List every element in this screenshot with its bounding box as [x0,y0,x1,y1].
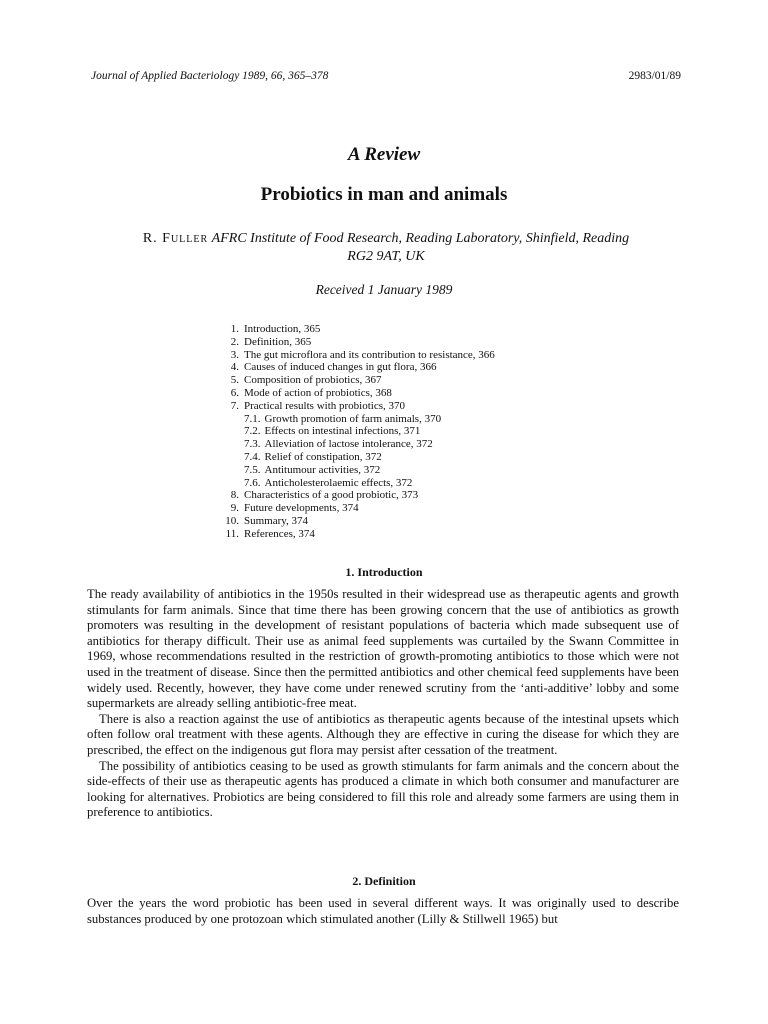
toc-item: 2. Definition, 365 [230,335,312,348]
paragraph: There is also a reaction against the use of antibiotics as therapeutic agents because of the intestinal upsets which often follow oral treatment with these agents. Although they are effective in curing the disease for which they are prescribed, the effect on the indigenous gut flora may persist after cessation of the treatment. [87,711,679,757]
journal-citation: Journal of Applied Bacteriology 1989, 66, 365–378 [91,70,329,82]
author-affiliation-line1: AFRC Institute of Food Research, Reading Laboratory, Shinfield, Reading [211,231,630,246]
toc-subitem: 7.5. Antitumour activities, 372 [244,463,381,476]
toc-item: 4. Causes of induced changes in gut flora, 366 [230,361,437,374]
article-type: A Review [347,144,421,165]
section-heading-definition: 2. Definition [352,874,416,888]
toc-subitem: 7.3. Alleviation of lactose intolerance, 372 [244,438,433,451]
received-date: Received 1 January 1989 [315,282,453,297]
toc-subitem: 7.2. Effects on intestinal infections, 371 [244,425,421,438]
paragraph: The ready availability of antibiotics in the 1950s resulted in their widespread use as therapeutic agents and growth stimulants for farm animals. Since that time there has been growing concern that the use of antibiotics as growth promoters was resulting in the development of resistant populations of bacteria which made subsequent use of antibiotics for therapy difficult. Their use as animal feed supplements was curtailed by the Swann Committee in 1969, whose recommendations resulted in the restriction of growth-promoting antibiotics to those which were not used in the treatment of disease. Since then the permitted antibiotics and other chemical feed supplements have been widely used. Recently, however, they have come under renewed scrutiny from the ‘anti-additive’ lobby and some supermarkets are already selling antibiotic-free meat. [87,587,679,711]
author-name: R. Fuller [142,231,209,246]
running-header [91,70,681,82]
toc-item: 9. Future developments, 374 [230,502,359,515]
toc-subitem: 7.6. Anticholesterolaemic effects, 372 [244,476,413,489]
section-heading-introduction: 1. Introduction [345,565,423,579]
toc-item: 5. Composition of probiotics, 367 [230,374,382,387]
toc-item: 1. Introduction, 365 [230,323,321,335]
toc-item: 3. The gut microflora and its contribution to resistance, 366 [230,348,495,361]
paragraph: The possibility of antibiotics ceasing to be used as growth stimulants for farm animals and the concern about the side-effects of their use as therapeutic agents has produced a climate in which both consumer and manufacturer are looking for alternatives. Probiotics are being considered to fill this role and already some farmers are using them in preference to antibiotics. [87,758,679,820]
author-affiliation-line2: RG2 9AT, UK [347,249,425,264]
toc-subitem: 7.1. Growth promotion of farm animals, 370 [244,412,442,425]
toc-subitem: 7.4. Relief of constipation, 372 [244,450,382,463]
article-title: Probiotics in man and animals [260,184,508,205]
toc-item: 11. References, 374 [225,527,315,540]
definition-body [87,896,679,927]
toc-item: 8. Characteristics of a good probiotic, 373 [230,489,419,502]
introduction-body [87,587,679,821]
author-block [91,230,681,266]
paragraph: Over the years the word probiotic has been used in several different ways. It was originally used to describe substances produced by one protozoan which stimulated another (Lilly & Stillwell 1965) but [87,896,679,926]
table-of-contents [214,323,574,541]
toc-item: 7. Practical results with probiotics, 370 [230,399,405,412]
toc-item: 10. Summary, 374 [225,514,309,527]
article-code: 2983/01/89 [628,70,681,82]
toc-item: 6. Mode of action of probiotics, 368 [230,386,392,399]
